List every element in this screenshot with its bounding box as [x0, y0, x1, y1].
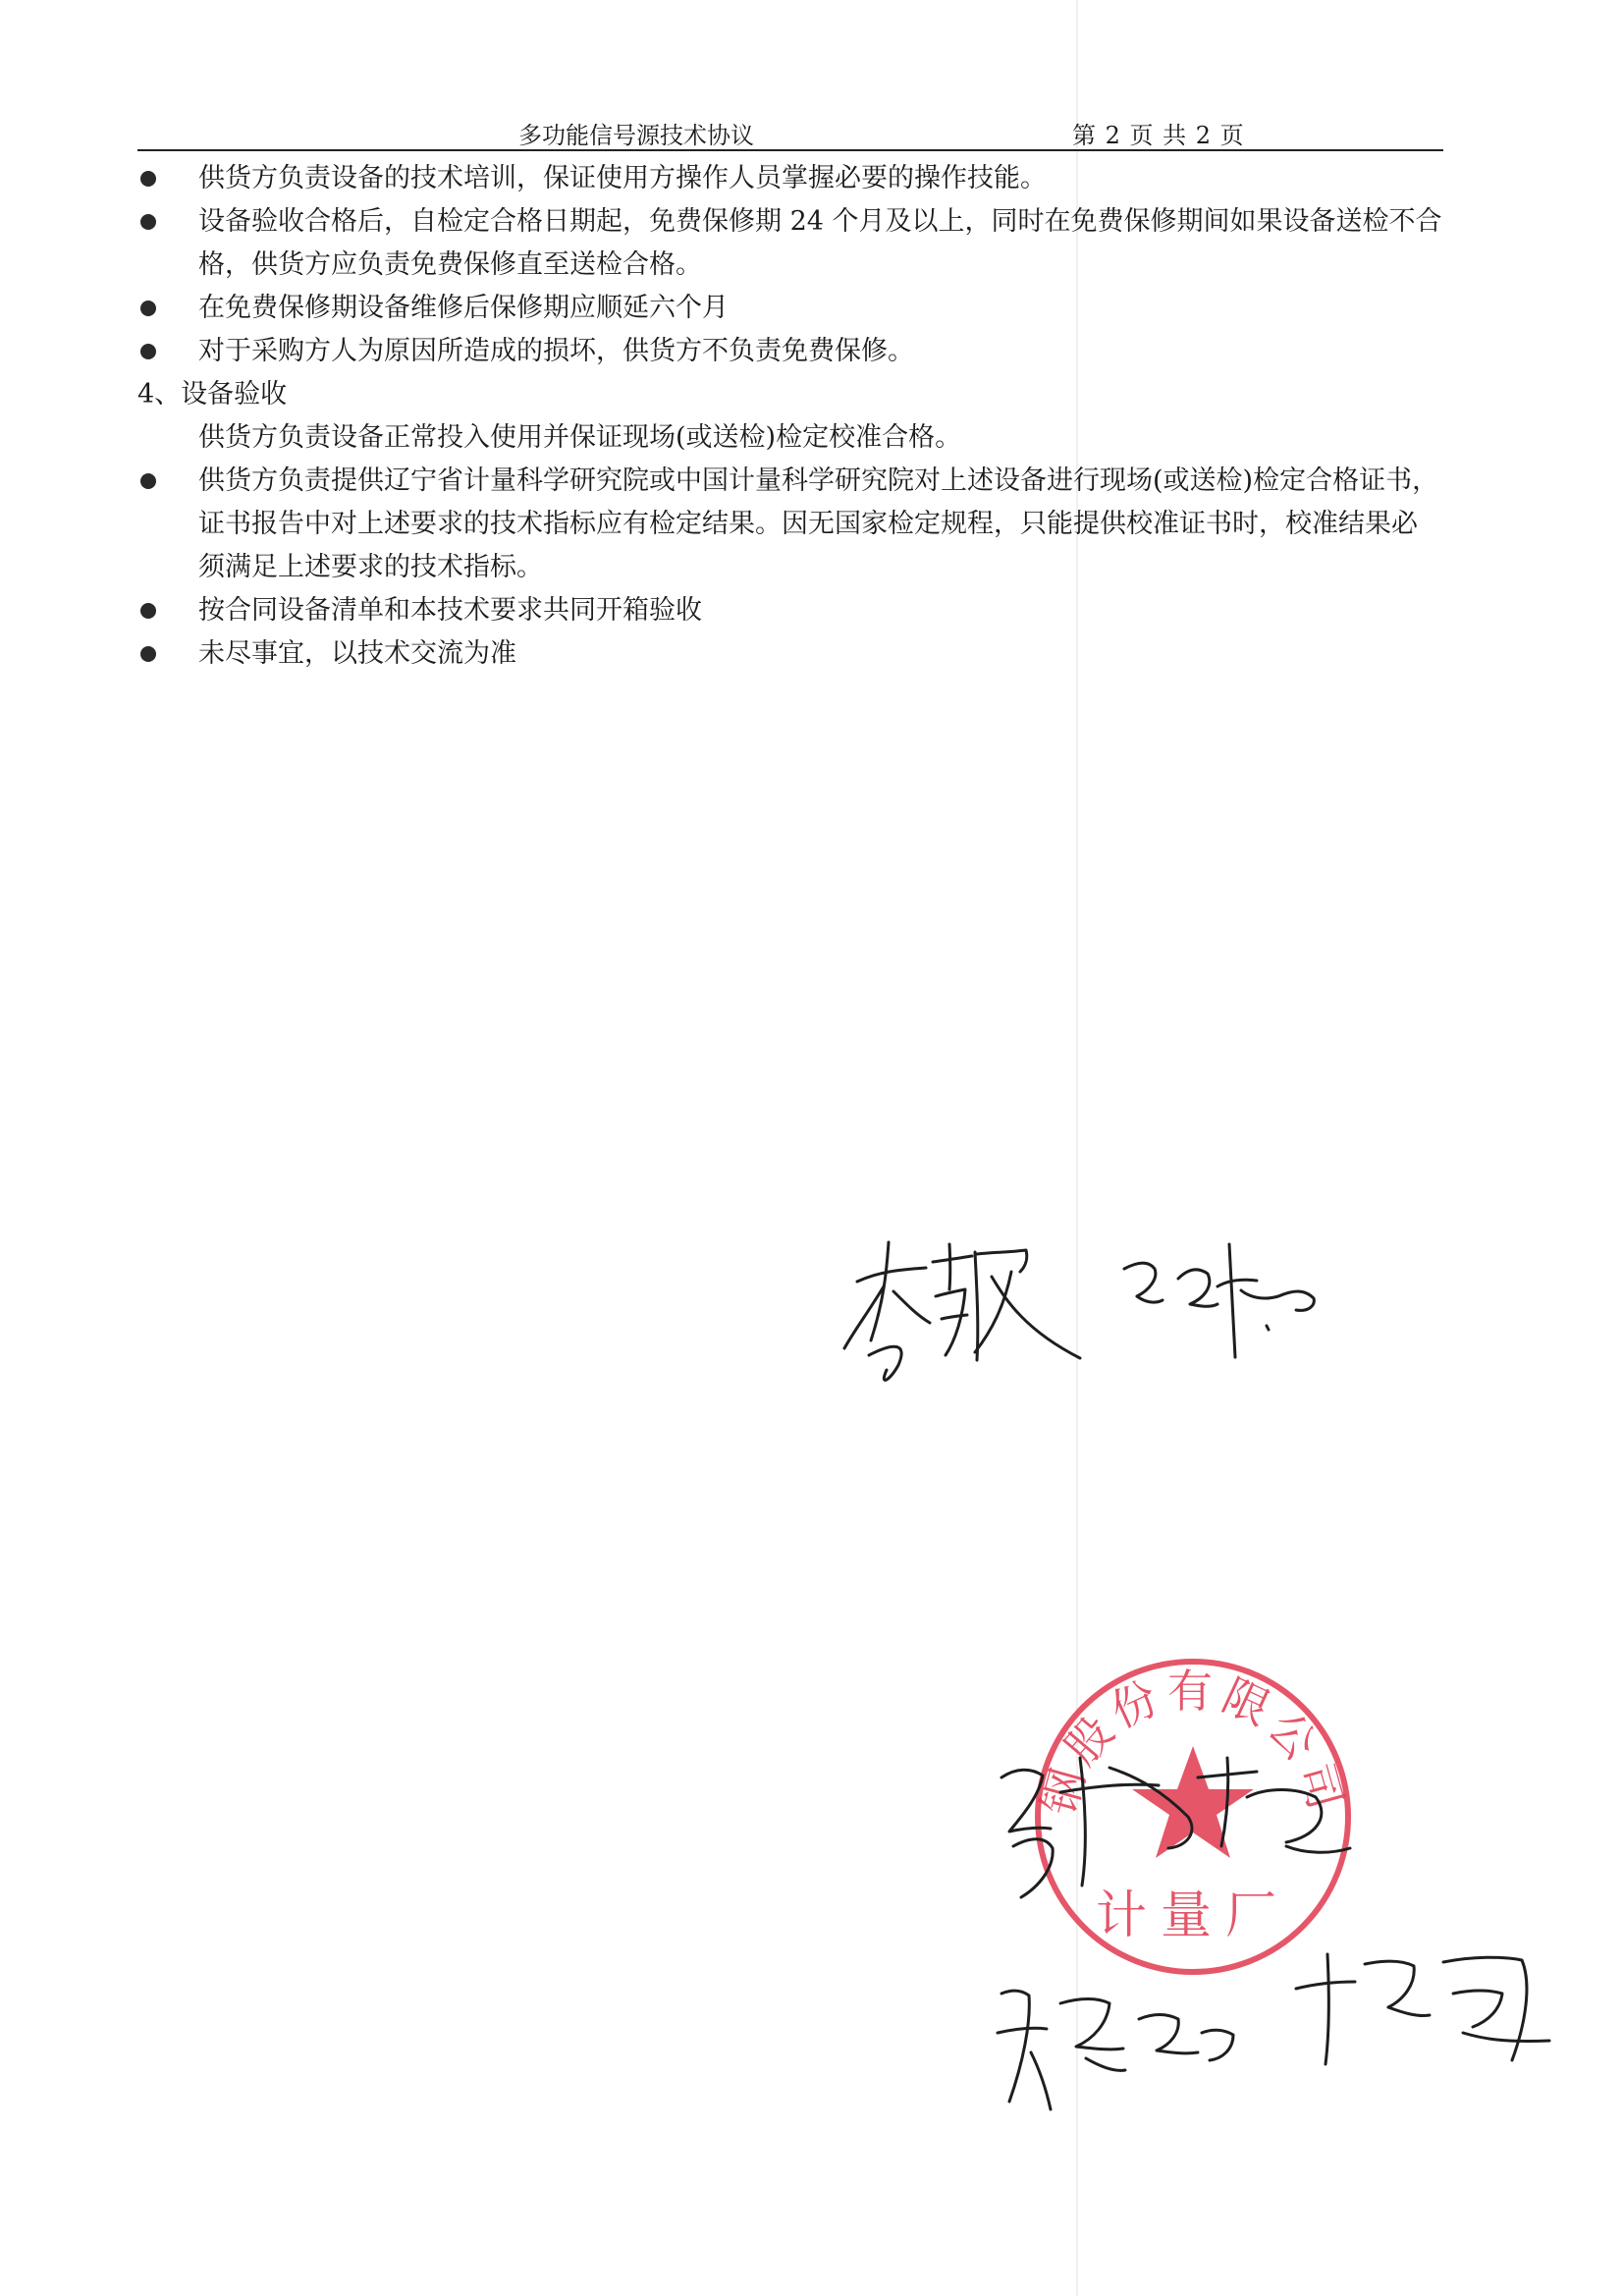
list-item: 在免费保修期设备维修后保修期应顺延六个月 — [137, 287, 1443, 330]
list-item: 未尽事宜，以技术交流为准 — [137, 632, 1443, 676]
bullet-icon — [140, 171, 156, 187]
document-title: 多功能信号源技术协议 — [518, 122, 754, 149]
signature-1 — [839, 1232, 1095, 1399]
bullet-icon — [140, 214, 156, 230]
signature-3 — [992, 1738, 1365, 1915]
signature-4 — [992, 1964, 1247, 2121]
bullet-icon — [140, 473, 156, 489]
bullet-icon — [140, 344, 156, 359]
list-item: 按合同设备清单和本技术要求共同开箱验收 — [137, 589, 1443, 632]
bullet-icon — [140, 301, 156, 316]
bullet-icon — [140, 603, 156, 619]
section-heading: 4、设备验收 — [137, 379, 288, 410]
list-item: 供货方负责设备的技术培训，保证使用方操作人员掌握必要的操作技能。 — [137, 157, 1443, 200]
svg-text:计量厂: 计量厂 — [1095, 1886, 1291, 1945]
section-intro: 供货方负责设备正常投入使用并保证现场(或送检)检定校准合格。 — [198, 422, 962, 453]
page-header — [137, 116, 1443, 151]
document-body — [137, 157, 1443, 676]
signature-2 — [1119, 1239, 1325, 1367]
header-rule — [137, 149, 1443, 151]
list-item: 对于采购方人为原因所造成的损坏，供货方不负责免费保修。 — [137, 330, 1443, 373]
svg-text:钢股份有限公司: 钢股份有限公司 — [1031, 1665, 1355, 1821]
signature-5 — [1286, 1944, 1561, 2072]
bullet-icon — [140, 646, 156, 662]
list-item: 供货方负责提供辽宁省计量科学研究院或中国计量科学研究院对上述设备进行现场(或送检)检定合格证书，证书报告中对上述要求的技术指标应有检定结果。因无国家检定规程，只能提供校准证书时，校准结果必须满足上述要求的技术指标。 — [137, 460, 1443, 589]
page-number: 第 2 页 共 2 页 — [1072, 122, 1245, 149]
list-item: 设备验收合格后，自检定合格日期起，免费保修期 24 个月及以上，同时在免费保修期间如果设备送检不合格，供货方应负责免费保修直至送检合格。 — [137, 200, 1443, 287]
